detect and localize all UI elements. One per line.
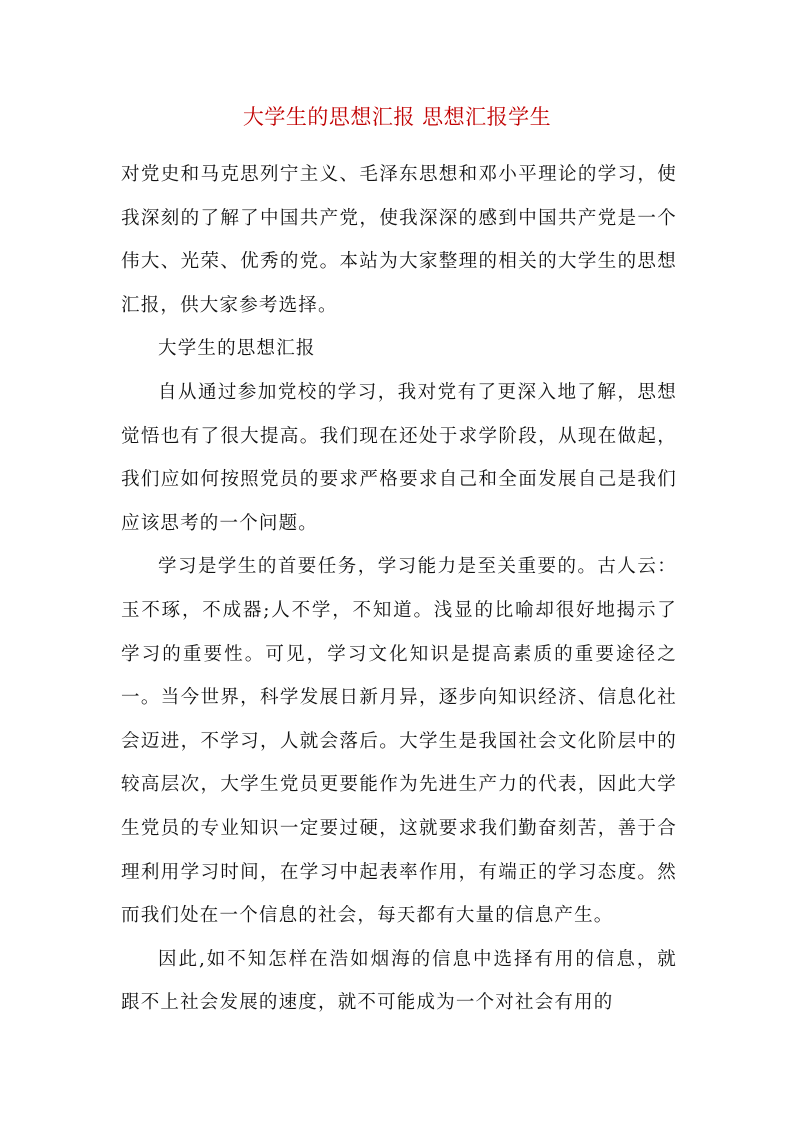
paragraph-information: 因此,如不知怎样在浩如烟海的信息中选择有用的信息，就跟不上社会发展的速度，就不可能成为一个对社会有用的 <box>121 948 677 1014</box>
paragraph-learning: 学习是学生的首要任务，学习能力是至关重要的。古人云：玉不琢，不成器;人不学，不知道。浅显的比喻却很好地揭示了学习的重要性。可见，学习文化知识是提高素质的重要途径之一。当今世界，科学发展日新月异，逐步向知识经济、信息化社会迈进，不学习，人就会落后。大学生是我国社会文化阶层中的较高层次，大学生党员更要能作为先进生产力的代表，因此大学生党员的专业知识一定要过硬，这就要求我们勤奋刻苦，善于合理利用学习时间，在学习中起表率作用，有端正的学习态度。然而我们处在一个信息的社会，每天都有大量的信息产生。 <box>121 556 677 927</box>
paragraph-party-school: 自从通过参加党校的学习，我对党有了更深入地了解，思想觉悟也有了很大提高。我们现在还处于求学阶段，从现在做起，我们应如何按照党员的要求严格要求自己和全面发展自己是我们应该思考的一个问题。 <box>121 381 677 534</box>
paragraph-intro: 对党史和马克思列宁主义、毛泽东思想和邓小平理论的学习，使我深刻的了解了中国共产党，使我深深的感到中国共产党是一个伟大、光荣、优秀的党。本站为大家整理的相关的大学生的思想汇报，供大家参考选择。 <box>121 164 677 316</box>
document-body <box>121 153 677 1025</box>
document-title: 大学生的思想汇报 思想汇报学生 <box>242 105 552 129</box>
section-heading: 大学生的思想汇报 <box>158 338 316 360</box>
